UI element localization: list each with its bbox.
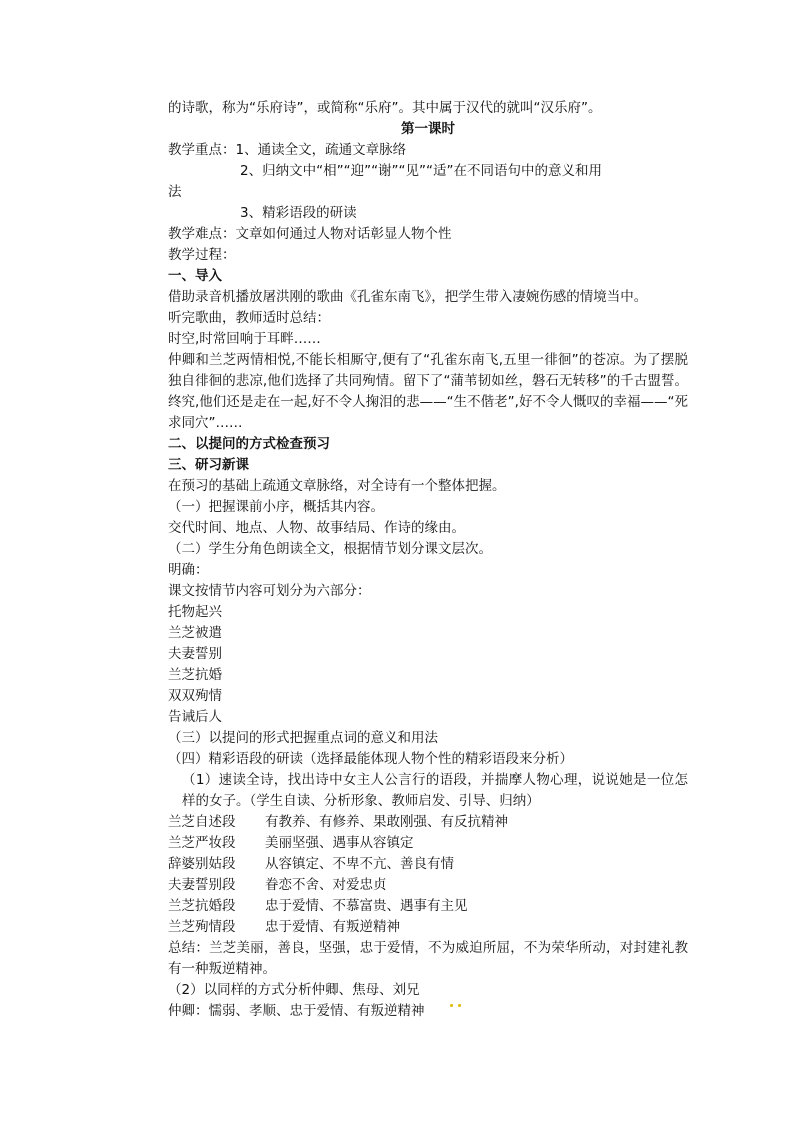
analysis-row — [168, 875, 688, 896]
part-item: 兰芝抗婚 — [168, 667, 222, 683]
paragraph: 课文按情节内容可划分为六部分： — [168, 583, 371, 599]
document-body — [168, 98, 688, 1022]
part-item: 托物起兴 — [168, 604, 222, 620]
subsection-heading: （四）精彩语段的研读（选择最能体现人物个性的精彩语段来分析） — [168, 751, 573, 767]
part-item: 兰芝被遣 — [168, 625, 222, 641]
analysis-row — [168, 833, 688, 854]
teaching-difficulty: 教学难点：文章如何通过人物对话彰显人物个性 — [168, 226, 452, 242]
intro-tail-line: 的诗歌，称为“乐府诗”，或简称“乐府”。其中属于汉代的就叫“汉乐府”。 — [168, 100, 602, 116]
analysis-label: 辞婆别姑段 — [168, 856, 236, 872]
paragraph: 仲卿：懦弱、孝顺、忠于爱情、有叛逆精神 — [168, 1003, 425, 1019]
analysis-label: 兰芝抗婚段 — [168, 898, 236, 914]
analysis-row — [168, 854, 688, 875]
analysis-row — [168, 812, 688, 833]
part-item: 双双殉情 — [168, 688, 222, 704]
analysis-value: 眷恋不舍、对爱忠贞 — [265, 877, 387, 893]
paragraph: 时空,时常回响于耳畔…… — [168, 331, 321, 347]
analysis-row — [168, 917, 688, 938]
decorative-dots — [450, 1002, 464, 1008]
teaching-focus-2: 2、归纳文中“相”“迎”“谢”“见”“适”在不同语句中的意义和用 — [240, 163, 603, 179]
paragraph: 明确： — [168, 562, 209, 578]
teaching-focus-1: 教学重点：1、通读全文，疏通文章脉络 — [168, 142, 407, 158]
analysis-label: 夫妻誓别段 — [168, 877, 236, 893]
paragraph: 借助录音机播放屠洪刚的歌曲《孔雀东南飞》，把学生带入凄婉伤感的情境当中。 — [168, 289, 648, 305]
paragraph: 听完歌曲，教师适时总结： — [168, 310, 330, 326]
lesson-title: 第一课时 — [401, 121, 455, 137]
section-heading-preview: 二、以提问的方式检查预习 — [168, 436, 330, 452]
teaching-focus-3: 3、精彩语段的研读 — [240, 205, 357, 221]
analysis-value: 从容镇定、不卑不亢、善良有情 — [265, 856, 454, 872]
paragraph: 在预习的基础上疏通文章脉络，对全诗有一个整体把握。 — [168, 478, 506, 494]
section-heading-new-lesson: 三、研习新课 — [168, 457, 249, 473]
paragraph: 交代时间、地点、人物、故事结局、作诗的缘由。 — [168, 520, 465, 536]
analysis-row — [168, 896, 688, 917]
subsection-heading: （三）以提问的形式把握重点词的意义和用法 — [168, 730, 438, 746]
analysis-value: 忠于爱情、有叛逆精神 — [265, 919, 400, 935]
subsection-heading: （二）学生分角色朗读全文，根据情节划分课文层次。 — [168, 541, 492, 557]
analysis-label: 兰芝严妆段 — [168, 835, 236, 851]
part-item: 告诫后人 — [168, 709, 222, 725]
analysis-value: 忠于爱情、不慕富贵、遇事有主见 — [265, 898, 468, 914]
analysis-value: 美丽坚强、遇事从容镇定 — [265, 835, 414, 851]
paragraph: （1）速读全诗，找出诗中女主人公言行的语段，并揣摩人物心理，说说她是一位怎样的女子。（学生自读、分析形象、教师启发、引导、归纳） — [182, 772, 688, 809]
analysis-value: 有教养、有修养、果敢刚强、有反抗精神 — [265, 814, 508, 830]
part-item: 夫妻誓别 — [168, 646, 222, 662]
section-heading-intro: 一、导入 — [168, 268, 222, 284]
subsection-heading: （2）以同样的方式分析仲卿、焦母、刘兄 — [168, 982, 420, 998]
teaching-process: 教学过程： — [168, 247, 236, 263]
analysis-label: 兰芝自述段 — [168, 814, 236, 830]
summary-paragraph: 总结：兰芝美丽，善良，坚强，忠于爱情，不为威迫所屈，不为荣华所动，对封建礼教有一种叛逆精神。 — [168, 940, 688, 977]
subsection-heading: （一）把握课前小序，概括其内容。 — [168, 499, 384, 515]
analysis-label: 兰芝殉情段 — [168, 919, 236, 935]
paragraph: 仲卿和兰芝两情相悦,不能长相厮守,便有了“孔雀东南飞,五里一徘徊”的苍凉。为了摆脱独自徘徊的悲凉,他们选择了共同殉情。留下了“蒲苇韧如丝，磐石无转移”的千古盟誓。终究,他们还是走在一起,好不令人掬泪的悲——“生不偕老”,好不令人慨叹的幸福——“死求同穴”…… — [168, 352, 688, 431]
teaching-focus-2-cont: 法 — [168, 184, 182, 200]
